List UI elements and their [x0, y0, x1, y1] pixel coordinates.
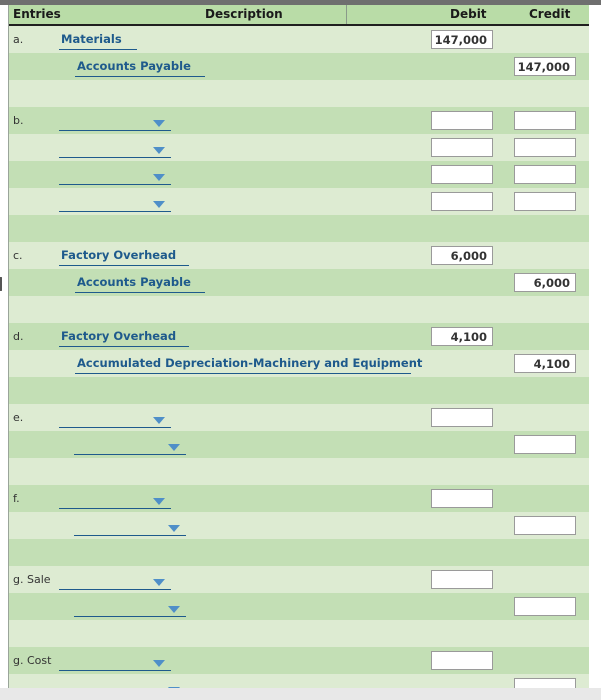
table-row [9, 566, 589, 593]
debit-input-g-sale[interactable] [431, 570, 493, 589]
debit-input-e[interactable] [431, 408, 493, 427]
credit-amount-d[interactable]: 4,100 [514, 354, 576, 373]
table-row [9, 26, 589, 53]
credit-input-b1[interactable] [514, 111, 576, 130]
table-header [9, 5, 589, 26]
account-dropdown-f2[interactable] [74, 518, 186, 536]
account-dropdown-b3[interactable] [59, 167, 171, 185]
spacer-row [9, 539, 589, 566]
table-row [9, 674, 589, 688]
debit-input-b3[interactable] [431, 165, 493, 184]
header-credit: Credit [529, 7, 571, 21]
table-row [9, 269, 589, 296]
chevron-down-icon [153, 417, 165, 424]
credit-input-g-sale[interactable] [514, 597, 576, 616]
journal-entries-table [8, 5, 589, 688]
credit-account-c[interactable]: Accounts Payable [75, 275, 205, 293]
header-divider [346, 5, 347, 24]
chevron-down-icon [153, 498, 165, 505]
debit-amount-d[interactable]: 4,100 [431, 327, 493, 346]
table-row [9, 188, 589, 215]
chevron-down-icon [168, 444, 180, 451]
chevron-down-icon [153, 174, 165, 181]
table-row [9, 431, 589, 458]
table-row [9, 323, 589, 350]
table-row [9, 242, 589, 269]
table-row [9, 404, 589, 431]
debit-amount-c[interactable]: 6,000 [431, 246, 493, 265]
debit-account-c[interactable]: Factory Overhead [59, 248, 189, 266]
entry-label-c: c. [13, 249, 23, 262]
spacer-row [9, 377, 589, 404]
spacer-row [9, 296, 589, 323]
debit-input-b4[interactable] [431, 192, 493, 211]
credit-input-b3[interactable] [514, 165, 576, 184]
credit-input-f[interactable] [514, 516, 576, 535]
account-dropdown-g-sale2[interactable] [74, 599, 186, 617]
debit-account-a[interactable]: Materials [59, 32, 137, 50]
credit-input-g-cost[interactable] [514, 678, 576, 688]
table-row [9, 53, 589, 80]
spacer-row [9, 215, 589, 242]
account-dropdown-b1[interactable] [59, 113, 171, 131]
header-debit: Debit [450, 7, 487, 21]
account-dropdown-g-sale1[interactable] [59, 572, 171, 590]
chevron-down-icon [153, 147, 165, 154]
entry-label-g-sale: g. Sale [13, 573, 51, 586]
entry-label-f: f. [13, 492, 20, 505]
credit-input-e[interactable] [514, 435, 576, 454]
debit-input-b2[interactable] [431, 138, 493, 157]
account-dropdown-f1[interactable] [59, 491, 171, 509]
spacer-row [9, 620, 589, 647]
debit-input-b1[interactable] [431, 111, 493, 130]
chevron-down-icon [168, 606, 180, 613]
table-row [9, 647, 589, 674]
chevron-down-icon [153, 120, 165, 127]
account-dropdown-b2[interactable] [59, 140, 171, 158]
entry-label-b: b. [13, 114, 24, 127]
header-description: Description [205, 7, 283, 21]
table-row [9, 161, 589, 188]
chevron-down-icon [153, 660, 165, 667]
entry-label-e: e. [13, 411, 24, 424]
account-dropdown-g-cost2[interactable] [74, 680, 186, 688]
account-dropdown-e2[interactable] [74, 437, 186, 455]
credit-account-a[interactable]: Accounts Payable [75, 59, 205, 77]
table-row [9, 593, 589, 620]
debit-account-d[interactable]: Factory Overhead [59, 329, 189, 347]
credit-amount-c[interactable]: 6,000 [514, 273, 576, 292]
account-dropdown-b4[interactable] [59, 194, 171, 212]
chevron-down-icon [153, 201, 165, 208]
account-dropdown-e1[interactable] [59, 410, 171, 428]
entry-label-d: d. [13, 330, 24, 343]
spacer-row [9, 458, 589, 485]
account-dropdown-g-cost1[interactable] [59, 653, 171, 671]
debit-input-f[interactable] [431, 489, 493, 508]
table-row [9, 107, 589, 134]
spacer-row [9, 80, 589, 107]
entry-label-g-cost: g. Cost [13, 654, 52, 667]
header-entries: Entries [13, 7, 61, 21]
bottom-scroll-area [0, 688, 601, 700]
debit-amount-a[interactable]: 147,000 [431, 30, 493, 49]
credit-input-b2[interactable] [514, 138, 576, 157]
credit-account-d[interactable]: Accumulated Depreciation-Machinery and Equipment [75, 356, 411, 374]
edge-bracket-icon [0, 277, 5, 291]
chevron-down-icon [153, 579, 165, 586]
table-row [9, 134, 589, 161]
table-row [9, 512, 589, 539]
credit-input-b4[interactable] [514, 192, 576, 211]
table-row [9, 350, 589, 377]
table-row [9, 485, 589, 512]
entry-label-a: a. [13, 33, 24, 46]
chevron-down-icon [168, 525, 180, 532]
debit-input-g-cost[interactable] [431, 651, 493, 670]
credit-amount-a[interactable]: 147,000 [514, 57, 576, 76]
